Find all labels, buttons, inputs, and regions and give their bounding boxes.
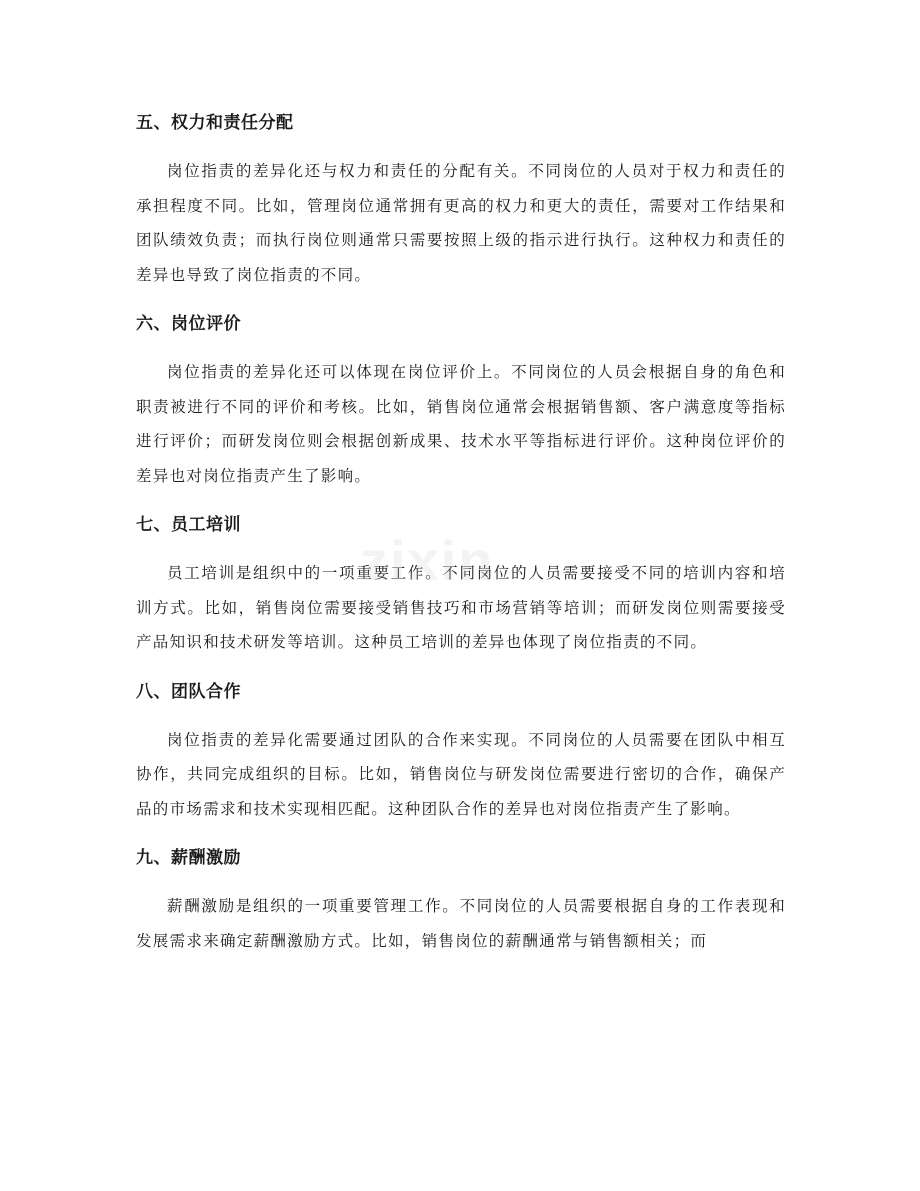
- section-heading: 九、薪酬激励: [136, 848, 241, 868]
- section-heading: 七、员工培训: [136, 515, 241, 535]
- section-heading: 五、权力和责任分配: [136, 113, 294, 133]
- section-paragraph: 岗位指责的差异化需要通过团队的合作来实现。不同岗位的人员需要在团队中相互协作，共同完成组织的目标。比如，销售岗位与研发岗位需要进行密切的合作，确保产品的市场需求和技术实现相匹配。这种团队合作的差异也对岗位指责产生了影响。: [136, 730, 786, 818]
- section-7: [136, 510, 786, 660]
- section-heading: 八、团队合作: [136, 681, 241, 702]
- section-9: [136, 843, 786, 958]
- section-8: [136, 677, 786, 827]
- section-paragraph: 员工培训是组织中的一项重要工作。不同岗位的人员需要接受不同的培训内容和培训方式。比如，销售岗位需要接受销售技巧和市场营销等培训；而研发岗位则需要接受产品知识和技术研发等培训。这种员工培训的差异也体现了岗位指责的不同。: [136, 564, 786, 651]
- section-5: [136, 108, 786, 292]
- section-paragraph: 岗位指责的差异化还与权力和责任的分配有关。不同岗位的人员对于权力和责任的承担程度不同。比如，管理岗位通常拥有更高的权力和更大的责任，需要对工作结果和团队绩效负责；而执行岗位则通常只需要按照上级的指示进行执行。这种权力和责任的差异也导致了岗位指责的不同。: [136, 162, 786, 284]
- section-heading: 六、岗位评价: [136, 314, 241, 334]
- document-body: [136, 108, 786, 975]
- section-6: [136, 309, 786, 493]
- section-paragraph: 薪酬激励是组织的一项重要管理工作。不同岗位的人员需要根据自身的工作表现和发展需求来确定薪酬激励方式。比如，销售岗位的薪酬通常与销售额相关；而: [136, 897, 786, 950]
- section-paragraph: 岗位指责的差异化还可以体现在岗位评价上。不同岗位的人员会根据自身的角色和职责被进行不同的评价和考核。比如，销售岗位通常会根据销售额、客户满意度等指标进行评价；而研发岗位则会根据创新成果、技术水平等指标进行评价。这种岗位评价的差异也对岗位指责产生了影响。: [136, 363, 786, 485]
- watermark: zixin: [360, 529, 495, 592]
